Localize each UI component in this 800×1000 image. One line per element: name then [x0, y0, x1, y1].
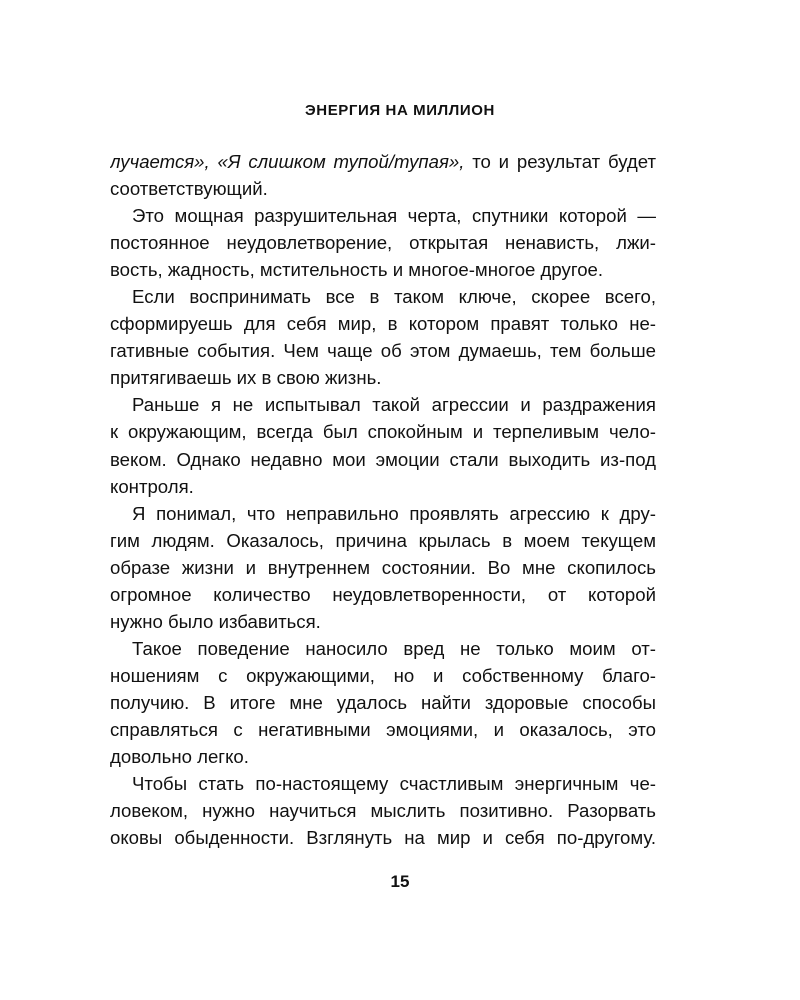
paragraph-6-line-2: ношениям с окружающими, но и собственному благо-: [110, 664, 656, 686]
line-text: то и результат будет: [464, 151, 656, 172]
running-header: ЭНЕРГИЯ НА МИЛЛИОН: [305, 102, 495, 119]
paragraph-4-line-1: Раньше я не испытывал такой агрессии и раздражения: [132, 394, 656, 416]
paragraph-5-line-4: огромное количество неудовлетворенности, от которой: [110, 583, 656, 605]
paragraph-5-line-3: образе жизни и внутреннем состоянии. Во мне скопилось: [110, 556, 656, 578]
paragraph-2-line-1: Это мощная разрушительная черта, спутники которой —: [132, 205, 656, 227]
paragraph-6-line-5: довольно легко.: [110, 746, 249, 768]
body-text: [110, 148, 656, 851]
paragraph-3-line-2: сформируешь для себя мир, в котором правят только не-: [110, 313, 656, 335]
paragraph-6-line-1: Такое поведение наносило вред не только моим от-: [132, 637, 656, 659]
paragraph-5-line-2: гим людям. Оказалось, причина крылась в моем текущем: [110, 529, 656, 551]
paragraph-4-line-4: контроля.: [110, 475, 194, 497]
paragraph-7-line-2: ловеком, нужно научиться мыслить позитивно. Разорвать: [110, 800, 656, 822]
paragraph-6-line-3: получию. В итоге мне удалось найти здоровые способы: [110, 691, 656, 713]
paragraph-1-line-1: [110, 148, 656, 175]
paragraph-3-line-1: Если воспринимать все в таком ключе, скорее всего,: [132, 286, 656, 308]
paragraph-7-line-3: оковы обыденности. Взглянуть на мир и себя по-другому.: [110, 827, 656, 849]
paragraph-2-line-2: постоянное неудовлетворение, открытая ненависть, лжи-: [110, 232, 656, 254]
paragraph-4-line-3: веком. Однако недавно мои эмоции стали выходить из-под: [110, 448, 656, 470]
paragraph-7-line-1: Чтобы стать по-настоящему счастливым энергичным че-: [132, 773, 656, 795]
paragraph-5-line-5: нужно было избавиться.: [110, 610, 321, 632]
paragraph-3-line-3: гативные события. Чем чаще об этом думаешь, тем больше: [110, 340, 656, 362]
paragraph-3-line-4: притягиваешь их в свою жизнь.: [110, 367, 382, 389]
paragraph-4-line-2: к окружающим, всегда был спокойным и терпеливым чело-: [110, 421, 656, 443]
paragraph-6-line-4: справляться с негативными эмоциями, и оказалось, это: [110, 718, 656, 740]
paragraph-1-line-2: соответствующий.: [110, 178, 268, 200]
page-number: 15: [390, 872, 410, 891]
italic-quote: лучается», «Я слишком тупой/тупая»,: [110, 151, 465, 172]
paragraph-2-line-3: вость, жадность, мстительность и многое-многое другое.: [110, 259, 604, 281]
paragraph-5-line-1: Я понимал, что неправильно проявлять агрессию к дру-: [132, 502, 656, 524]
